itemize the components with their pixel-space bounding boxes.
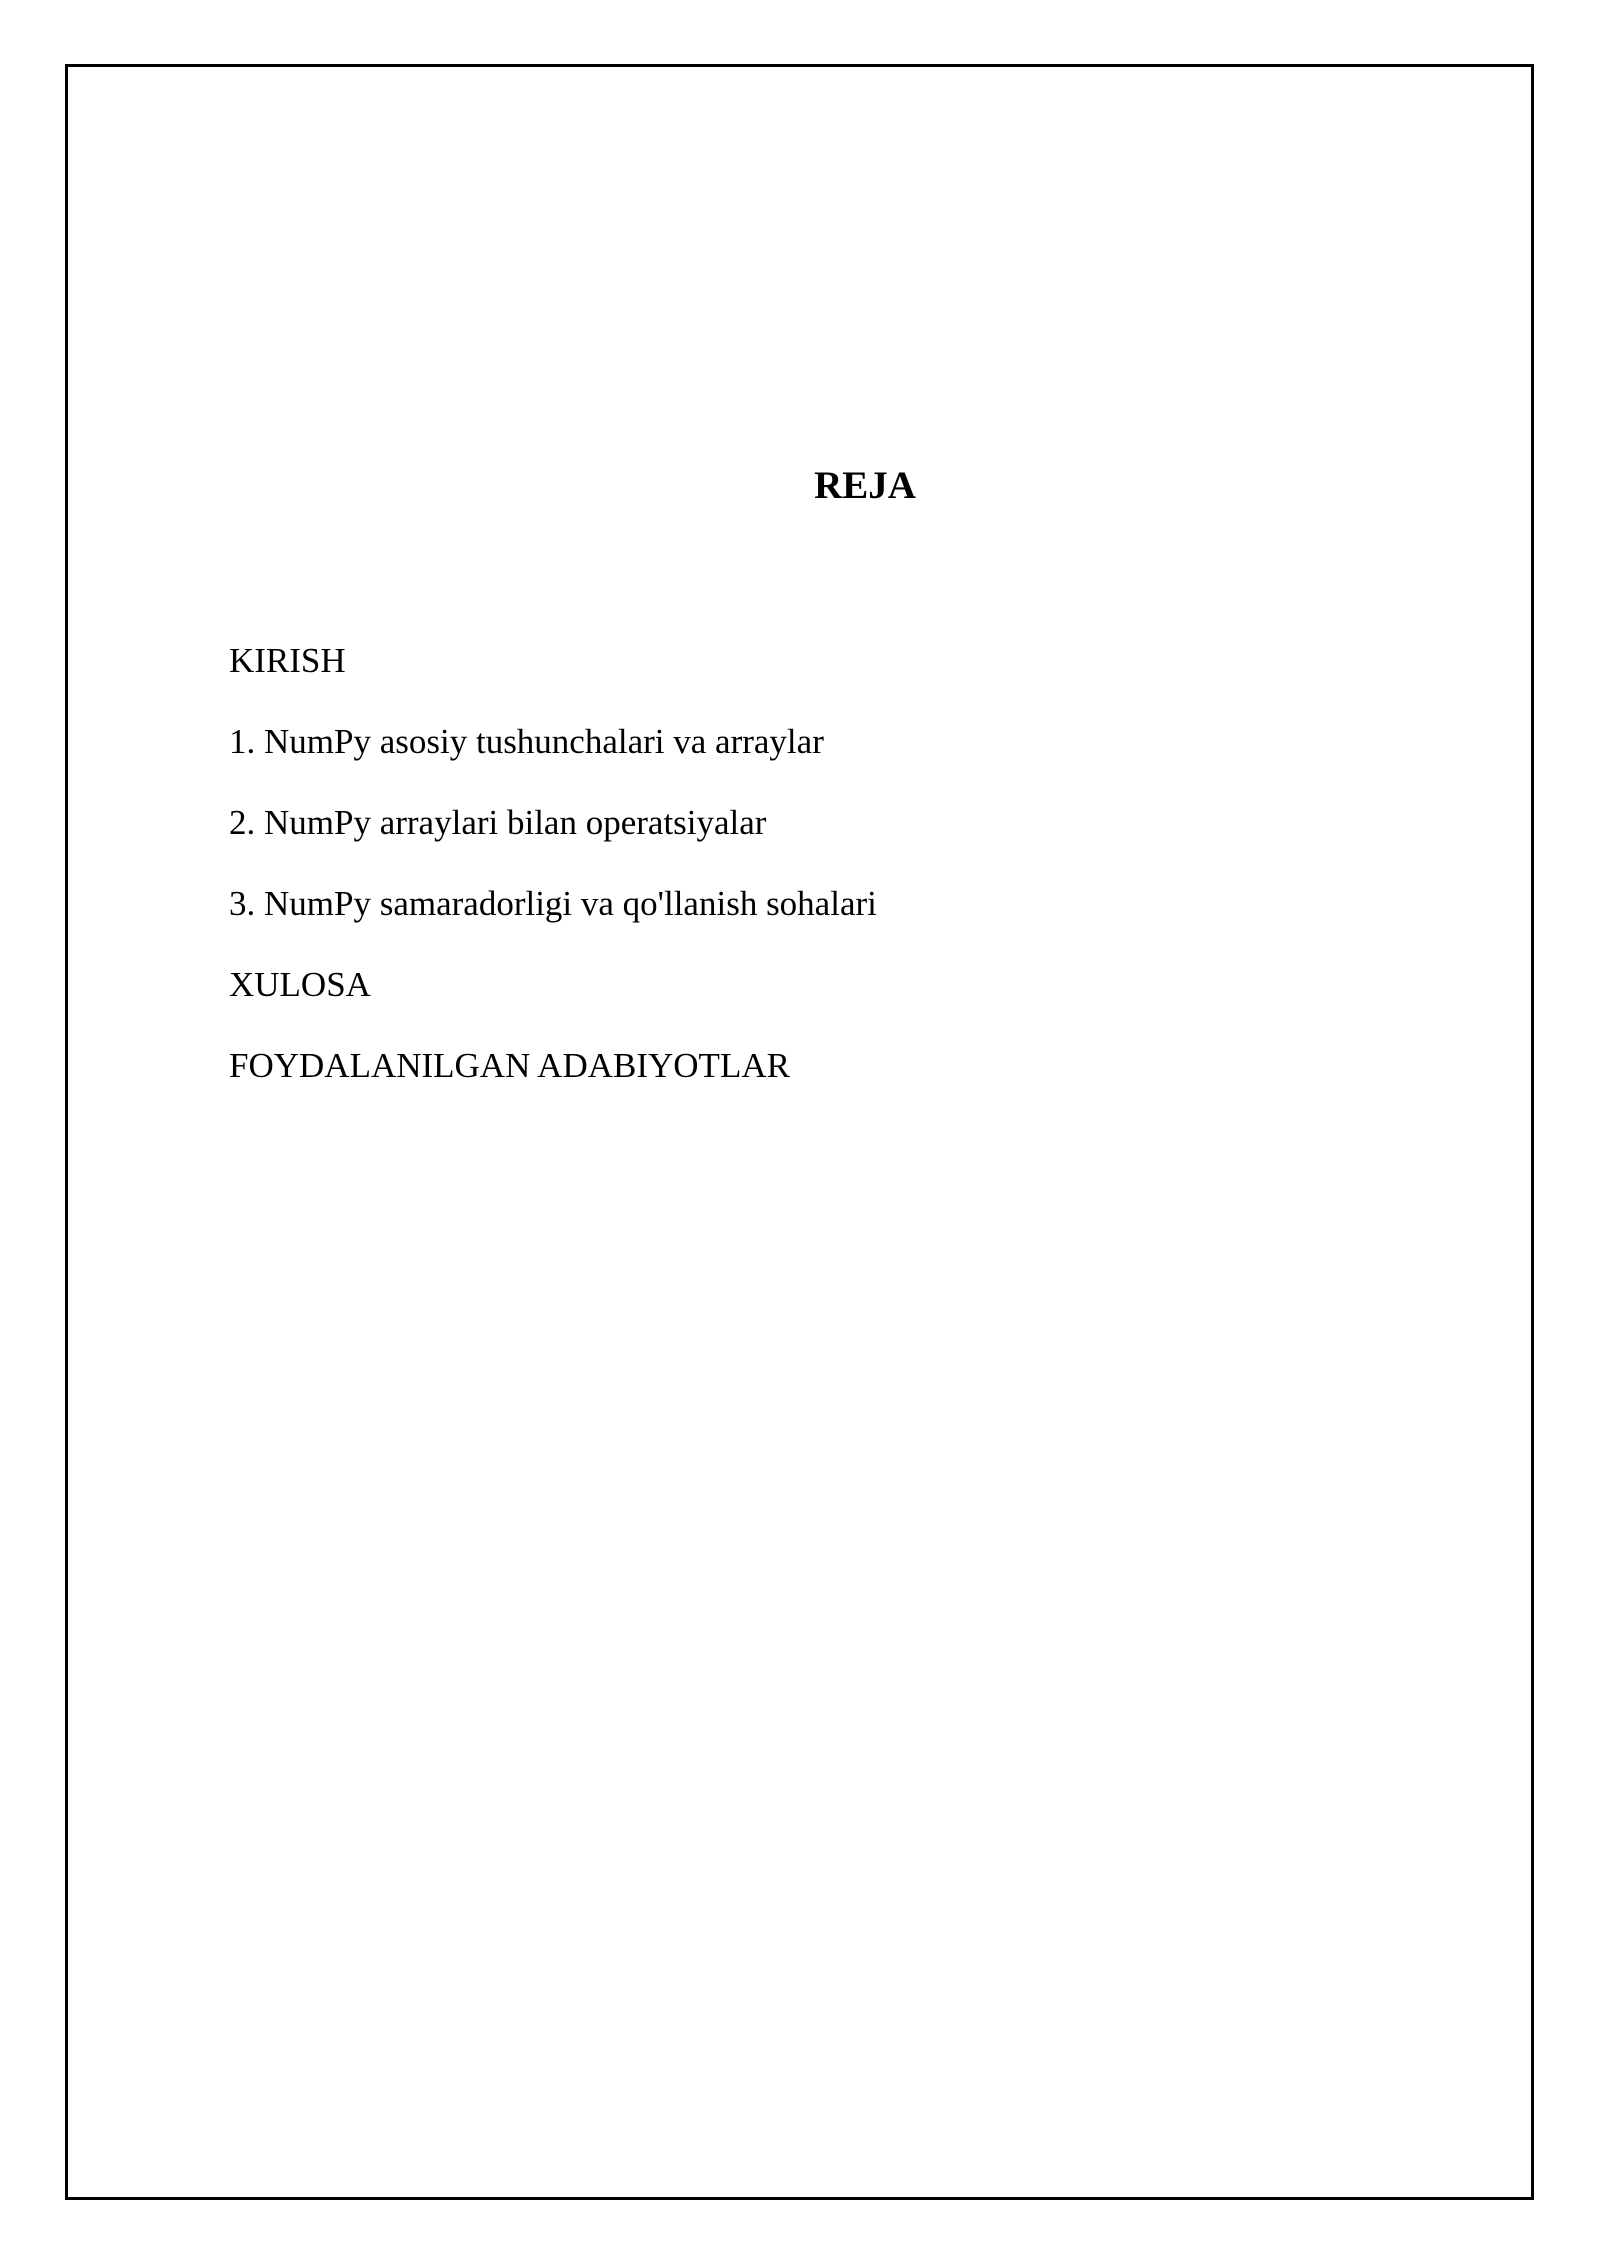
plan-item-references: FOYDALANILGAN ADABIYOTLAR xyxy=(229,1046,790,1085)
plan-item-conclusion: XULOSA xyxy=(229,965,371,1004)
plan-item-3: 3. NumPy samaradorligi va qo'llanish sohalari xyxy=(229,884,877,923)
page-border xyxy=(65,64,1534,2200)
page-title: REJA xyxy=(814,464,916,507)
plan-list xyxy=(229,640,877,1126)
plan-item-2: 2. NumPy arraylari bilan operatsiyalar xyxy=(229,803,767,842)
plan-item-1: 1. NumPy asosiy tushunchalari va arraylar xyxy=(229,722,824,761)
plan-item-introduction: KIRISH xyxy=(229,641,346,680)
